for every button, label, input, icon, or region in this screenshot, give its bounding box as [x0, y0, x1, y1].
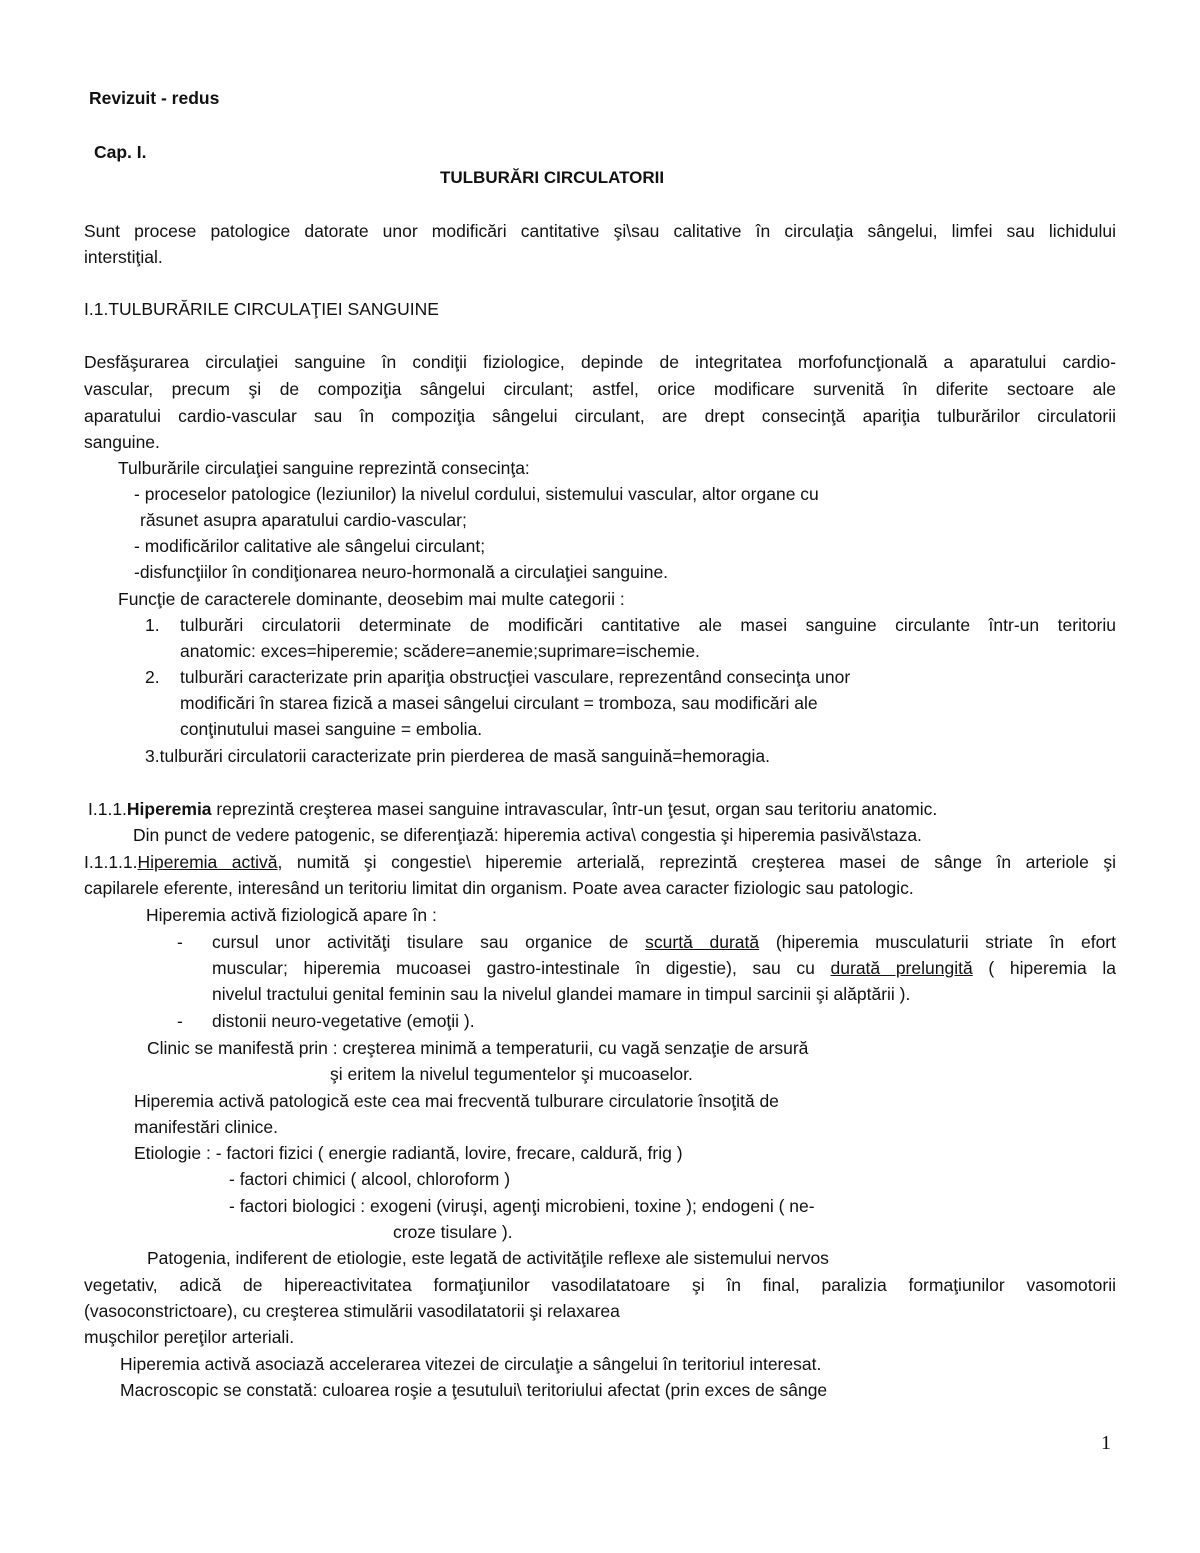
- active-hyperemia-line-2: capilarele eferente, interesând un teritoriu limitat din organism. Poate avea caracter fiziologic sau patologic.: [84, 878, 914, 898]
- para1-line-3: aparatului cardio-vascular sau în compoziţia sângelui circulant, are drept consecinţă apariţia tulburărilor circulatorii: [84, 406, 1116, 426]
- clinic-line-1: Clinic se manifestă prin : creşterea minimă a temperaturii, cu vagă senzaţie de arsură: [147, 1038, 809, 1058]
- active-hyperemia-term: Hiperemia activă: [137, 852, 278, 872]
- category-2-line-c: conţinutului masei sanguine = embolia.: [180, 719, 483, 739]
- section-heading: I.1.TULBURĂRILE CIRCULAŢIEI SANGUINE: [84, 299, 439, 319]
- page-title: TULBURĂRI CIRCULATORII: [440, 168, 665, 187]
- etiology-line-2: - factori chimici ( alcool, chloroform ): [229, 1169, 511, 1189]
- consequence-item-1b: răsunet asupra aparatului cardio-vascular;: [140, 510, 467, 530]
- active-hyperemia-line-1: [84, 851, 1116, 873]
- phys-item-1-text-b: (hiperemia musculaturii striate în efort: [759, 932, 1117, 952]
- consequences-lead: Tulburările circulaţiei sanguine reprezintă consecinţa:: [118, 458, 530, 478]
- pathogeny-line-4: muşchilor pereţilor arteriali.: [84, 1327, 295, 1347]
- etiology-line-1: Etiologie : - factori fizici ( energie radiantă, lovire, frecare, caldură, frig ): [134, 1143, 683, 1163]
- hyperemia-term: Hiperemia: [126, 799, 212, 819]
- pathogeny-line-3: (vasoconstrictoare), cu creşterea stimulării vasodilatatorii şi relaxarea: [84, 1301, 620, 1321]
- page-number: 1: [1101, 1432, 1111, 1454]
- consequence-item-3: -disfuncţiilor în condiţionarea neuro-hormonală a circulaţiei sanguine.: [134, 562, 669, 582]
- phys-item-2: distonii neuro-vegetative (emoţii ).: [212, 1011, 475, 1031]
- category-1-line-a: tulburări circulatorii determinate de modificări cantitative ale masei sanguine circulante într-un teritoriu: [180, 615, 1116, 635]
- para1-line-1: Desfăşurarea circulaţiei sanguine în condiţii fiziologice, depinde de integritatea morfofuncţională a aparatului cardio-: [84, 352, 1116, 372]
- physiological-lead: Hiperemia activă fiziologică apare în :: [146, 905, 437, 925]
- active-section-number: I.1.1.1.: [84, 852, 138, 872]
- consequence-item-2: - modificărilor calitative ale sângelui circulant;: [134, 536, 486, 556]
- category-2-line-a: tulburări caracterizate prin apariţia obstrucţiei vasculare, reprezentând consecinţa unor: [180, 667, 851, 687]
- bullet-dash-1: -: [177, 932, 183, 952]
- prolonged-duration-underline: durată prelungită: [830, 958, 973, 978]
- short-duration-underline: scurtă durată: [645, 932, 760, 952]
- category-number-2: 2.: [145, 667, 160, 687]
- pathologic-line-2: manifestări clinice.: [134, 1117, 278, 1137]
- phys-item-1-text-c: muscular; hiperemia mucoasei gastro-intestinale în digestie), sau cu: [212, 958, 831, 978]
- phys-item-1-line-c: nivelul tractului genital feminin sau la nivelul glandei mamare in timpul sarcinii şi alăptării ).: [212, 984, 911, 1004]
- active-hyperemia-rest: , numită şi congestie\ hiperemie arterială, reprezintă creşterea masei de sânge în arteriole şi: [277, 852, 1116, 872]
- association-line: Hiperemia activă asociază accelerarea vitezei de circulaţie a sângelui în teritoriul interesat.: [120, 1354, 822, 1374]
- categories-lead: Funcţie de caracterele dominante, deosebim mai multe categorii :: [118, 589, 625, 609]
- chapter-label: Cap. I.: [94, 142, 147, 162]
- category-1-line-b: anatomic: exces=hiperemie; scădere=anemie;suprimare=ischemie.: [180, 641, 700, 661]
- hyperemia-definition: [88, 798, 937, 820]
- revision-label: Revizuit - redus: [89, 88, 220, 108]
- category-number-1: 1.: [145, 615, 160, 635]
- phys-item-1-text-a: cursul unor activităţi tisulare sau organice de: [212, 932, 646, 952]
- consequence-item-1a: - proceselor patologice (leziunilor) la nivelul cordului, sistemului vascular, altor organe cu: [134, 484, 819, 504]
- pathogenic-line: Din punct de vedere patogenic, se diferenţiază: hiperemia activa\ congestia şi hiperemia pasivă\staza.: [133, 825, 922, 845]
- para1-line-4: sanguine.: [84, 432, 160, 452]
- phys-item-1-line-b: [212, 957, 1116, 979]
- macroscopic-line: Macroscopic se constată: culoarea roşie a ţesutului\ teritoriului afectat (prin exces de sânge: [120, 1380, 828, 1400]
- intro-line-1: Sunt procese patologice datorate unor modificări cantitative şi\sau calitative în circulaţia sângelui, limfei sau lichidului: [84, 221, 1116, 241]
- pathogeny-line-2: vegetativ, adică de hipereactivitatea formaţiunilor vasodilatatoare şi în final, paralizia formaţiunilor vasomotorii: [84, 1275, 1116, 1295]
- hyperemia-section-number: I.1.1.: [88, 799, 127, 819]
- para1-line-2: vascular, precum şi de compoziţia sângelui circulant; astfel, orice modificare survenită în diferite sectoare ale: [84, 379, 1116, 399]
- bullet-dash-2: -: [177, 1011, 183, 1031]
- hyperemia-def-text: reprezintă creşterea masei sanguine intravascular, într-un ţesut, organ sau teritoriu anatomic.: [211, 799, 938, 819]
- etiology-line-4: croze tisulare ).: [393, 1222, 513, 1242]
- category-3: 3.tulburări circulatorii caracterizate prin pierderea de masă sanguină=hemoragia.: [145, 746, 770, 766]
- category-2-line-b: modificări în starea fizică a masei sângelui circulant = tromboza, sau modificări ale: [180, 693, 818, 713]
- etiology-line-3: - factori biologici : exogeni (viruşi, agenţi microbieni, toxine ); endogeni ( ne-: [229, 1196, 815, 1216]
- intro-line-2: interstiţial.: [84, 247, 163, 267]
- phys-item-1-line-a: [212, 931, 1116, 953]
- pathogeny-line-1: Patogenia, indiferent de etiologie, este legată de activităţile reflexe ale sistemului nervos: [147, 1248, 829, 1268]
- pathologic-line-1: Hiperemia activă patologică este cea mai frecventă tulburare circulatorie însoţită de: [134, 1091, 779, 1111]
- clinic-line-2: şi eritem la nivelul tegumentelor şi mucoaselor.: [330, 1064, 693, 1084]
- phys-item-1-text-d: ( hiperemia la: [972, 958, 1116, 978]
